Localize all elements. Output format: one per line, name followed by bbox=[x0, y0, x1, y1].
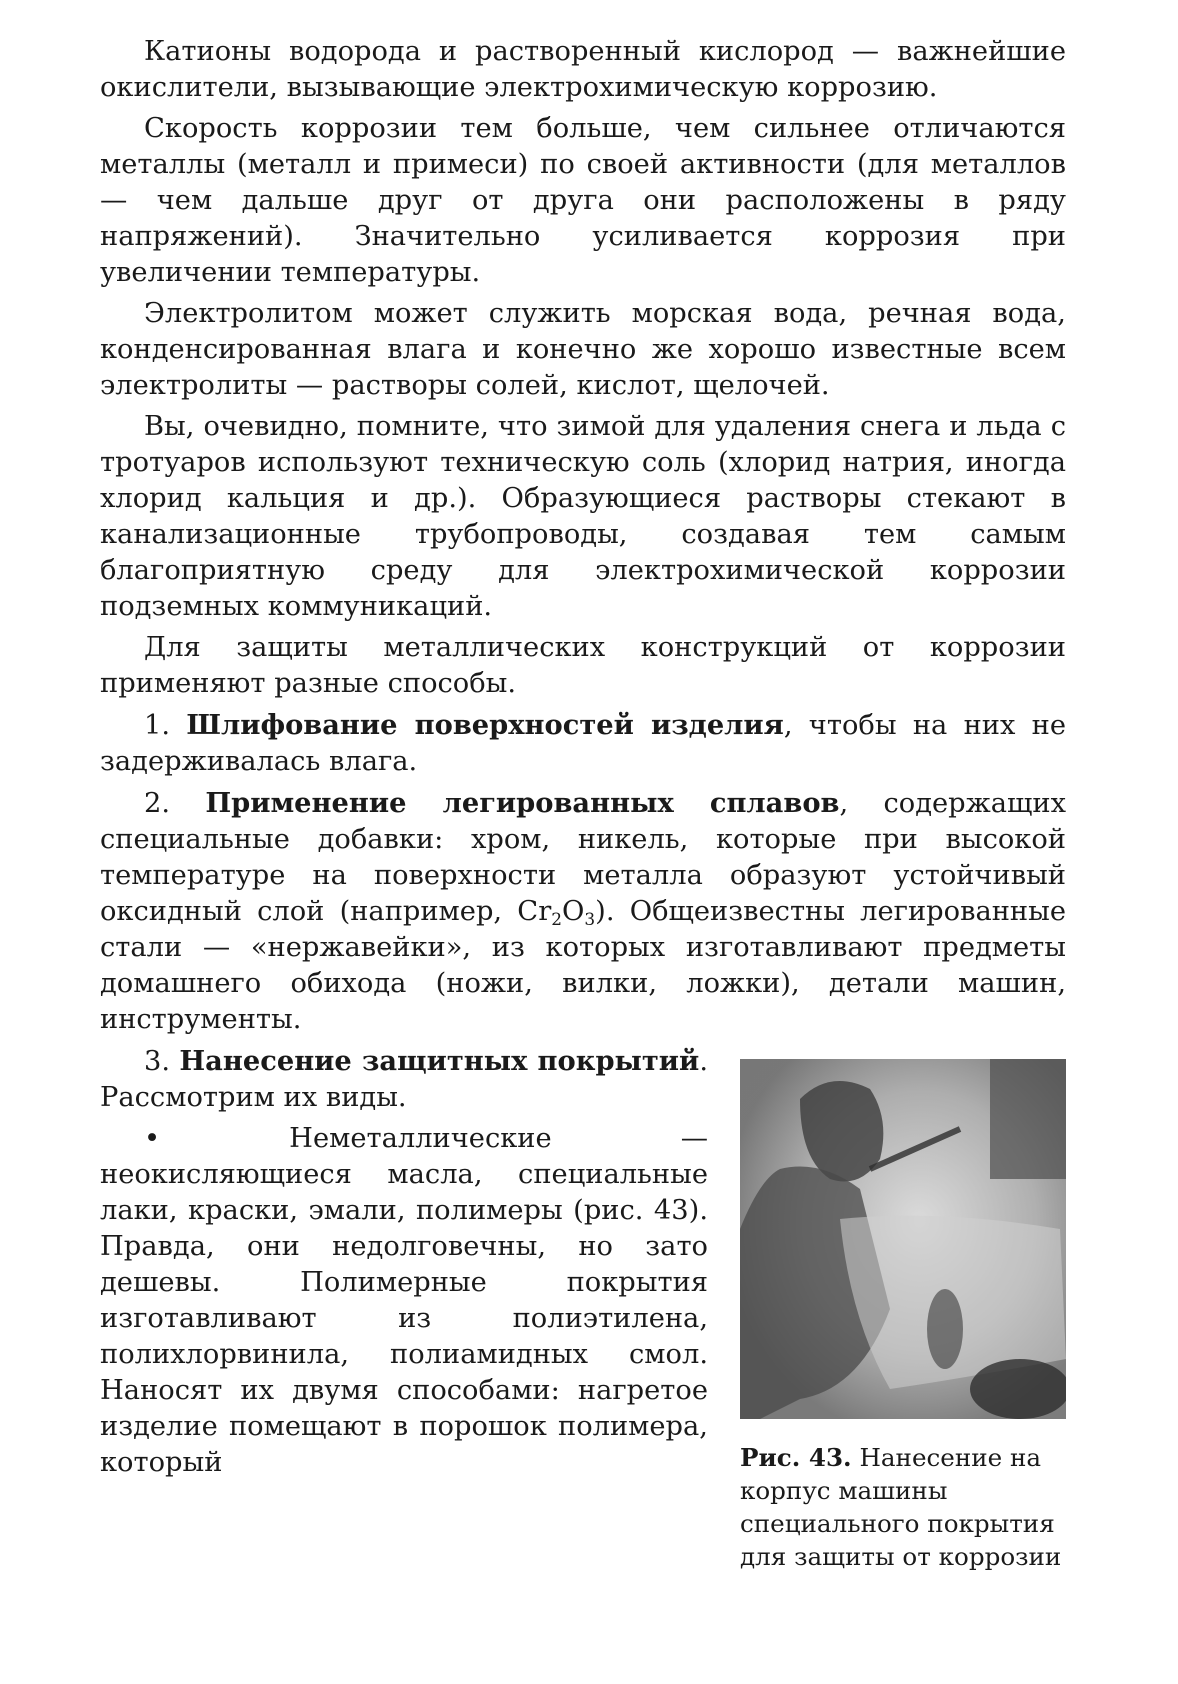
paragraph-road-salt: Вы, очевидно, помните, что зимой для удаления снега и льда с тротуаров используют техническую соль (хлорид натрия, иногда хлорид кальция и др.). Образующиеся растворы стекают в канализационные трубопроводы, создавая тем самым благоприятную среду для электрохимической коррозии подземных коммуникаций. bbox=[100, 411, 1066, 622]
item-number: 1. bbox=[144, 710, 171, 741]
item-number: 3. bbox=[144, 1046, 171, 1077]
subscript-3: 3 bbox=[584, 909, 596, 930]
subscript-2: 2 bbox=[551, 909, 563, 930]
figure-43 bbox=[740, 1043, 1066, 1573]
page-text bbox=[100, 34, 1066, 1573]
item-text-part-b: O bbox=[562, 896, 585, 927]
item-text-part-c: ). Общеизвестны легированные стали — «нержавейки», из которых изготавливают предметы домашнего обихода (ножи, вилки, ложки), детали машин, инструменты. bbox=[100, 896, 1066, 1035]
paragraph-electrolyte: Электролитом может служить морская вода, речная вода, конденсированная влага и конечно же хорошо известные всем электролиты — растворы солей, кислот, щелочей. bbox=[100, 298, 1066, 401]
item-title: Применение легированных сплавов bbox=[205, 787, 840, 819]
caption-label: Рис. 43. bbox=[740, 1443, 852, 1472]
figure-caption bbox=[740, 1441, 1066, 1573]
item-text: , чтобы на них не задерживалась влага. bbox=[100, 710, 1066, 777]
bullet-marker: • bbox=[144, 1123, 161, 1154]
paragraph-protection-intro: Для защиты металлических конструкций от коррозии применяют разные способы. bbox=[100, 632, 1066, 699]
coating-photo bbox=[740, 1059, 1066, 1419]
paragraph-cations: Катионы водорода и растворенный кислород — важнейшие окислители, вызывающие электрохимическую коррозию. bbox=[100, 36, 1066, 103]
item-title: Нанесение защитных покрытий bbox=[179, 1045, 700, 1077]
bullet-text: Неметаллические — неокисляющиеся масла, специальные лаки, краски, эмали, полимеры (рис. 43). Правда, они недолговечны, но зато дешевы. Полимерные покрытия изготавливают из полиэтилена, полихлорвинила, полиамидных смол. Наносят их двумя способами: нагретое изделие помещают в порошок полимера, который bbox=[100, 1123, 708, 1478]
item-text-part-a: , содержащих специальные добавки: хром, никель, которые при высокой температуре на поверхности металла образуют устойчивый оксидный слой (например, Cr bbox=[100, 788, 1066, 927]
list-item-grinding bbox=[100, 707, 1066, 780]
item-text: . Рассмотрим их виды. bbox=[100, 1046, 708, 1113]
list-item-alloys bbox=[100, 785, 1066, 1038]
paragraph-corrosion-rate: Скорость коррозии тем больше, чем сильнее отличаются металлы (металл и примеси) по своей активности (для металлов — чем дальше друг от друга они расположены в ряду напряжений). Значительно усиливается коррозия при увеличении температуры. bbox=[100, 113, 1066, 288]
caption-text: Нанесение на корпус машины специального покрытия для защиты от коррозии bbox=[740, 1443, 1062, 1571]
item-title: Шлифование поверхностей изделия bbox=[186, 709, 784, 741]
item-number: 2. bbox=[144, 788, 171, 819]
